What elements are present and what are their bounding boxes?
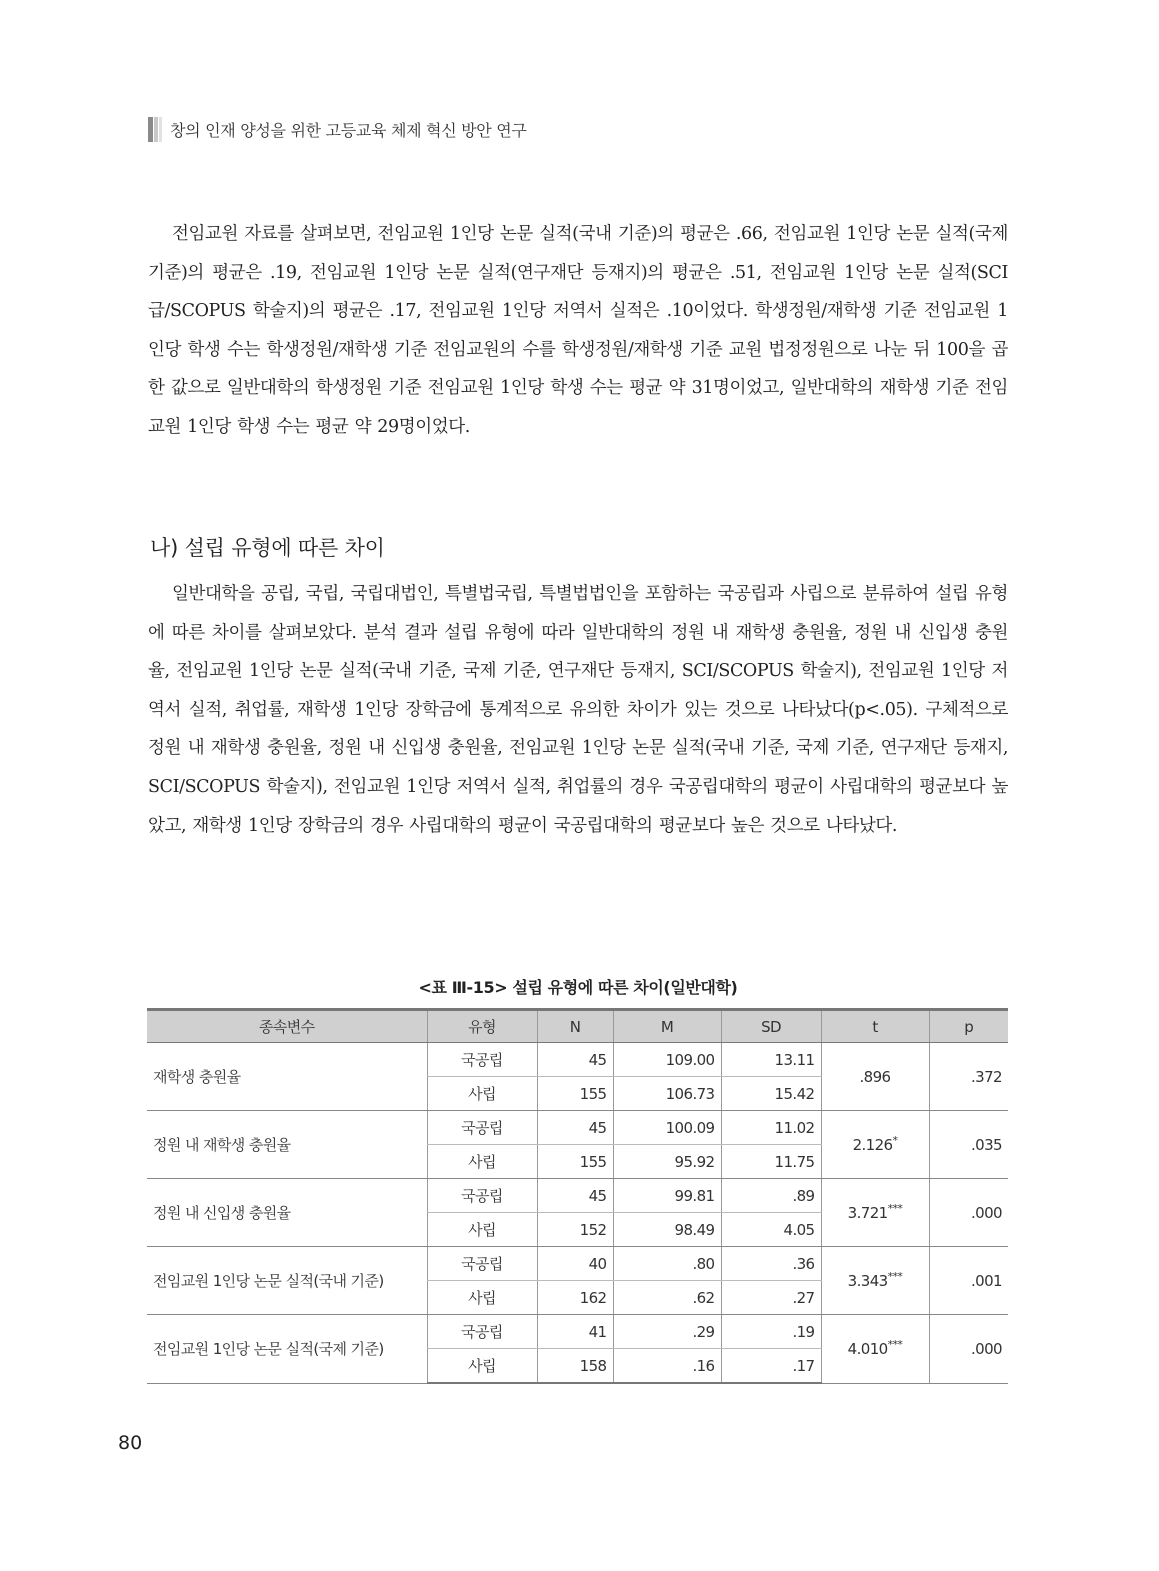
variable-cell: 정원 내 신입생 충원율 [147,1179,427,1247]
n-cell: 162 [537,1281,613,1315]
statistics-table [147,1008,1008,1384]
table-caption: <표 Ⅲ-15> 설립 유형에 따른 차이(일반대학) [418,978,738,997]
type-cell: 국공립 [427,1111,537,1145]
header-cell: t [821,1010,929,1043]
type-cell: 사립 [427,1077,537,1111]
n-cell: 155 [537,1145,613,1179]
body-paragraph-2: 일반대학을 공립, 국립, 국립대법인, 특별법국립, 특별법법인을 포함하는 국공립과 사립으로 분류하여 설립 유형에 따른 차이를 살펴보았다. 분석 결과 설립 유형에 따라 일반대학의 정원 내 재학생 충원율, 정원 내 신입생 충원율, 전임교원 1인당 논문 실적(국내 기준, 국제 기준, 연구재단 등재지, SCI/SCOPUS 학술지), 전임교원 1인당 저역서 실적, 취업률, 재학생 1인당 장학금에 통계적으로 유의한 차이가 있는 것으로 나타났다(p<.05). 구체적으로 정원 내 재학생 충원율, 정원 내 신입생 충원율, 전임교원 1인당 논문 실적(국내 기준, 국제 기준, 연구재단 등재지, SCI/SCOPUS 학술지), 전임교원 1인당 저역서 실적, 취업률의 경우 국공립대학의 평균이 사립대학의 평균보다 높았고, 재학생 1인당 장학금의 경우 사립대학의 평균이 국공립대학의 평균보다 높은 것으로 나타났다. [148,584,1008,836]
type-cell: 국공립 [427,1315,537,1349]
table-row [147,1315,1008,1349]
section-heading: 나) 설립 유형에 따른 차이 [150,536,385,560]
p-cell: .372 [929,1043,1008,1111]
mean-cell: .16 [613,1349,721,1384]
mean-cell: .62 [613,1281,721,1315]
type-cell: 사립 [427,1213,537,1247]
table-row [147,1111,1008,1145]
running-header-title: 창의 인재 양성을 위한 고등교육 체제 혁신 방안 연구 [170,121,527,140]
n-cell: 152 [537,1213,613,1247]
sd-cell: .19 [721,1315,821,1349]
variable-cell: 전임교원 1인당 논문 실적(국제 기준) [147,1315,427,1384]
mean-cell: 109.00 [613,1043,721,1077]
variable-cell: 정원 내 재학생 충원율 [147,1111,427,1179]
header-cell: p [929,1010,1008,1043]
t-cell: 3.721*** [821,1179,929,1247]
sd-cell: .17 [721,1349,821,1384]
type-cell: 사립 [427,1349,537,1384]
mean-cell: 98.49 [613,1213,721,1247]
header-cell: N [537,1010,613,1043]
table-row [147,1247,1008,1281]
n-cell: 40 [537,1247,613,1281]
header-cell: 종속변수 [147,1010,427,1043]
mean-cell: .80 [613,1247,721,1281]
sd-cell: 15.42 [721,1077,821,1111]
p-cell: .035 [929,1111,1008,1179]
t-cell: 3.343*** [821,1247,929,1315]
running-header [148,117,527,142]
mean-cell: .29 [613,1315,721,1349]
t-cell: .896 [821,1043,929,1111]
sd-cell: 11.75 [721,1145,821,1179]
table-row [147,1043,1008,1077]
type-cell: 사립 [427,1281,537,1315]
n-cell: 158 [537,1349,613,1384]
body-paragraph-1: 전임교원 자료를 살펴보면, 전임교원 1인당 논문 실적(국내 기준)의 평균은 .66, 전임교원 1인당 논문 실적(국제 기준)의 평균은 .19, 전임교원 1인당 논문 실적(연구재단 등재지)의 평균은 .51, 전임교원 1인당 논문 실적(SCI급/SCOPUS 학술지)의 평균은 .17, 전임교원 1인당 저역서 실적은 .10이었다. 학생정원/재학생 기준 전임교원 1인당 학생 수는 학생정원/재학생 기준 전임교원의 수를 학생정원/재학생 기준 교원 법정정원으로 나눈 뒤 100을 곱한 값으로 일반대학의 학생정원 기준 전임교원 1인당 학생 수는 평균 약 31명이었고, 일반대학의 재학생 기준 전임교원 1인당 학생 수는 평균 약 29명이었다. [148,224,1008,437]
n-cell: 155 [537,1077,613,1111]
header-cell: 유형 [427,1010,537,1043]
header-bars-decoration [148,117,162,142]
type-cell: 국공립 [427,1179,537,1213]
p-cell: .000 [929,1315,1008,1384]
mean-cell: 99.81 [613,1179,721,1213]
header-cell: M [613,1010,721,1043]
table-header-row [147,1010,1008,1043]
t-cell: 4.010*** [821,1315,929,1384]
mean-cell: 95.92 [613,1145,721,1179]
mean-cell: 100.09 [613,1111,721,1145]
n-cell: 41 [537,1315,613,1349]
variable-cell: 재학생 충원율 [147,1043,427,1111]
sd-cell: .89 [721,1179,821,1213]
sd-cell: 13.11 [721,1043,821,1077]
p-cell: .001 [929,1247,1008,1315]
page-number: 80 [118,1432,143,1454]
table-row [147,1179,1008,1213]
header-cell: SD [721,1010,821,1043]
type-cell: 국공립 [427,1247,537,1281]
sd-cell: .36 [721,1247,821,1281]
sd-cell: 11.02 [721,1111,821,1145]
sd-cell: 4.05 [721,1213,821,1247]
n-cell: 45 [537,1111,613,1145]
sd-cell: .27 [721,1281,821,1315]
variable-cell: 전임교원 1인당 논문 실적(국내 기준) [147,1247,427,1315]
p-cell: .000 [929,1179,1008,1247]
type-cell: 사립 [427,1145,537,1179]
mean-cell: 106.73 [613,1077,721,1111]
n-cell: 45 [537,1043,613,1077]
n-cell: 45 [537,1179,613,1213]
type-cell: 국공립 [427,1043,537,1077]
t-cell: 2.126* [821,1111,929,1179]
